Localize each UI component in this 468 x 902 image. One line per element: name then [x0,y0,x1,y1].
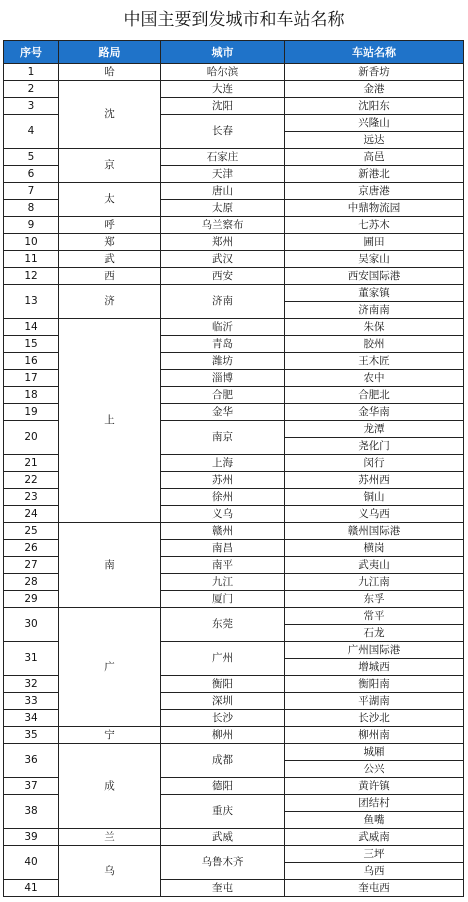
city-cell: 成都 [161,744,285,778]
city-cell: 武威 [161,829,285,846]
bureau-cell: 宁 [59,727,161,744]
city-cell: 上海 [161,455,285,472]
city-cell: 南平 [161,557,285,574]
station-cell: 远达 [285,132,464,149]
serial-cell: 30 [4,608,59,642]
table-row [4,319,464,336]
station-cell: 九江南 [285,574,464,591]
city-cell: 金华 [161,404,285,421]
city-cell: 临沂 [161,319,285,336]
station-cell: 金华南 [285,404,464,421]
serial-cell: 3 [4,98,59,115]
station-cell: 长沙北 [285,710,464,727]
city-cell: 郑州 [161,234,285,251]
table-row [4,744,464,761]
station-cell: 京唐港 [285,183,464,200]
serial-cell: 33 [4,693,59,710]
bureau-cell: 济 [59,285,161,319]
station-cell: 新港北 [285,166,464,183]
serial-cell: 35 [4,727,59,744]
station-cell: 高邑 [285,149,464,166]
city-cell: 重庆 [161,795,285,829]
city-cell: 广州 [161,642,285,676]
station-cell: 胶州 [285,336,464,353]
station-cell: 常平 [285,608,464,625]
city-cell: 太原 [161,200,285,217]
city-cell: 乌兰察布 [161,217,285,234]
table-row [4,285,464,302]
station-table [3,40,464,897]
station-cell: 广州国际港 [285,642,464,659]
station-cell: 尧化门 [285,438,464,455]
station-cell: 闵行 [285,455,464,472]
city-cell: 合肥 [161,387,285,404]
city-cell: 东莞 [161,608,285,642]
station-cell: 增城西 [285,659,464,676]
serial-cell: 34 [4,710,59,727]
serial-cell: 28 [4,574,59,591]
bureau-cell: 太 [59,183,161,217]
city-cell: 九江 [161,574,285,591]
serial-cell: 5 [4,149,59,166]
serial-cell: 41 [4,880,59,897]
city-cell: 厦门 [161,591,285,608]
station-cell: 龙潭 [285,421,464,438]
table-body [4,64,464,897]
station-cell: 柳州南 [285,727,464,744]
serial-cell: 20 [4,421,59,455]
station-cell: 金港 [285,81,464,98]
city-cell: 长沙 [161,710,285,727]
bureau-cell: 乌 [59,846,161,897]
station-cell: 沈阳东 [285,98,464,115]
header-station: 车站名称 [285,41,464,64]
city-cell: 大连 [161,81,285,98]
city-cell: 西安 [161,268,285,285]
bureau-cell: 呼 [59,217,161,234]
bureau-cell: 郑 [59,234,161,251]
station-cell: 义乌西 [285,506,464,523]
serial-cell: 27 [4,557,59,574]
city-cell: 南昌 [161,540,285,557]
page-title: 中国主要到发城市和车站名称 [123,10,345,30]
table-row [4,81,464,98]
city-cell: 潍坊 [161,353,285,370]
station-cell: 董家镇 [285,285,464,302]
serial-cell: 37 [4,778,59,795]
table-row [4,608,464,625]
city-cell: 柳州 [161,727,285,744]
city-cell: 义乌 [161,506,285,523]
header-bureau: 路局 [59,41,161,64]
serial-cell: 31 [4,642,59,676]
serial-cell: 24 [4,506,59,523]
station-cell: 新香坊 [285,64,464,81]
table-row [4,183,464,200]
bureau-cell: 广 [59,608,161,727]
station-cell: 兴隆山 [285,115,464,132]
serial-cell: 10 [4,234,59,251]
serial-cell: 11 [4,251,59,268]
city-cell: 南京 [161,421,285,455]
city-cell: 石家庄 [161,149,285,166]
station-cell: 黄许镇 [285,778,464,795]
serial-cell: 18 [4,387,59,404]
header-row [4,41,464,64]
serial-cell: 6 [4,166,59,183]
station-cell: 平湖南 [285,693,464,710]
station-cell: 圃田 [285,234,464,251]
city-cell: 沈阳 [161,98,285,115]
serial-cell: 14 [4,319,59,336]
city-cell: 徐州 [161,489,285,506]
serial-cell: 17 [4,370,59,387]
station-cell: 武威南 [285,829,464,846]
station-cell: 中鼎物流园 [285,200,464,217]
station-cell: 团结村 [285,795,464,812]
serial-cell: 9 [4,217,59,234]
station-cell: 衡阳南 [285,676,464,693]
station-cell: 三坪 [285,846,464,863]
serial-cell: 39 [4,829,59,846]
city-cell: 苏州 [161,472,285,489]
serial-cell: 40 [4,846,59,880]
serial-cell: 38 [4,795,59,829]
header-index: 序号 [4,41,59,64]
serial-cell: 8 [4,200,59,217]
serial-cell: 12 [4,268,59,285]
serial-cell: 29 [4,591,59,608]
serial-cell: 1 [4,64,59,81]
city-cell: 唐山 [161,183,285,200]
bureau-cell: 哈 [59,64,161,81]
table-row [4,251,464,268]
city-cell: 武汉 [161,251,285,268]
station-cell: 横岗 [285,540,464,557]
station-cell: 七苏木 [285,217,464,234]
table-row [4,829,464,846]
serial-cell: 23 [4,489,59,506]
station-cell: 赣州国际港 [285,523,464,540]
serial-cell: 4 [4,115,59,149]
station-cell: 城厢 [285,744,464,761]
header-city: 城市 [161,41,285,64]
serial-cell: 7 [4,183,59,200]
bureau-cell: 上 [59,319,161,523]
bureau-cell: 兰 [59,829,161,846]
table-row [4,846,464,863]
bureau-cell: 成 [59,744,161,829]
station-cell: 石龙 [285,625,464,642]
bureau-cell: 京 [59,149,161,183]
serial-cell: 22 [4,472,59,489]
city-cell: 青岛 [161,336,285,353]
bureau-cell: 沈 [59,81,161,149]
table-row [4,234,464,251]
city-cell: 天津 [161,166,285,183]
station-cell: 武夷山 [285,557,464,574]
city-cell: 深圳 [161,693,285,710]
bureau-cell: 南 [59,523,161,608]
serial-cell: 13 [4,285,59,319]
bureau-cell: 西 [59,268,161,285]
city-cell: 哈尔滨 [161,64,285,81]
city-cell: 济南 [161,285,285,319]
city-cell: 奎屯 [161,880,285,897]
table-row [4,268,464,285]
serial-cell: 21 [4,455,59,472]
station-cell: 王木匠 [285,353,464,370]
station-cell: 奎屯西 [285,880,464,897]
bureau-cell: 武 [59,251,161,268]
serial-cell: 36 [4,744,59,778]
table-row [4,727,464,744]
city-cell: 衡阳 [161,676,285,693]
station-cell: 吴家山 [285,251,464,268]
city-cell: 德阳 [161,778,285,795]
station-cell: 朱保 [285,319,464,336]
station-cell: 乌西 [285,863,464,880]
serial-cell: 2 [4,81,59,98]
station-cell: 公兴 [285,761,464,778]
station-cell: 济南南 [285,302,464,319]
serial-cell: 25 [4,523,59,540]
table-row [4,64,464,81]
table-row [4,217,464,234]
city-cell: 赣州 [161,523,285,540]
serial-cell: 32 [4,676,59,693]
serial-cell: 16 [4,353,59,370]
station-cell: 东孚 [285,591,464,608]
serial-cell: 19 [4,404,59,421]
city-cell: 长春 [161,115,285,149]
station-cell: 合肥北 [285,387,464,404]
serial-cell: 15 [4,336,59,353]
station-cell: 鱼嘴 [285,812,464,829]
table-row [4,523,464,540]
table-row [4,149,464,166]
city-cell: 乌鲁木齐 [161,846,285,880]
city-cell: 淄博 [161,370,285,387]
station-cell: 铜山 [285,489,464,506]
serial-cell: 26 [4,540,59,557]
station-cell: 农中 [285,370,464,387]
station-cell: 苏州西 [285,472,464,489]
station-cell: 西安国际港 [285,268,464,285]
